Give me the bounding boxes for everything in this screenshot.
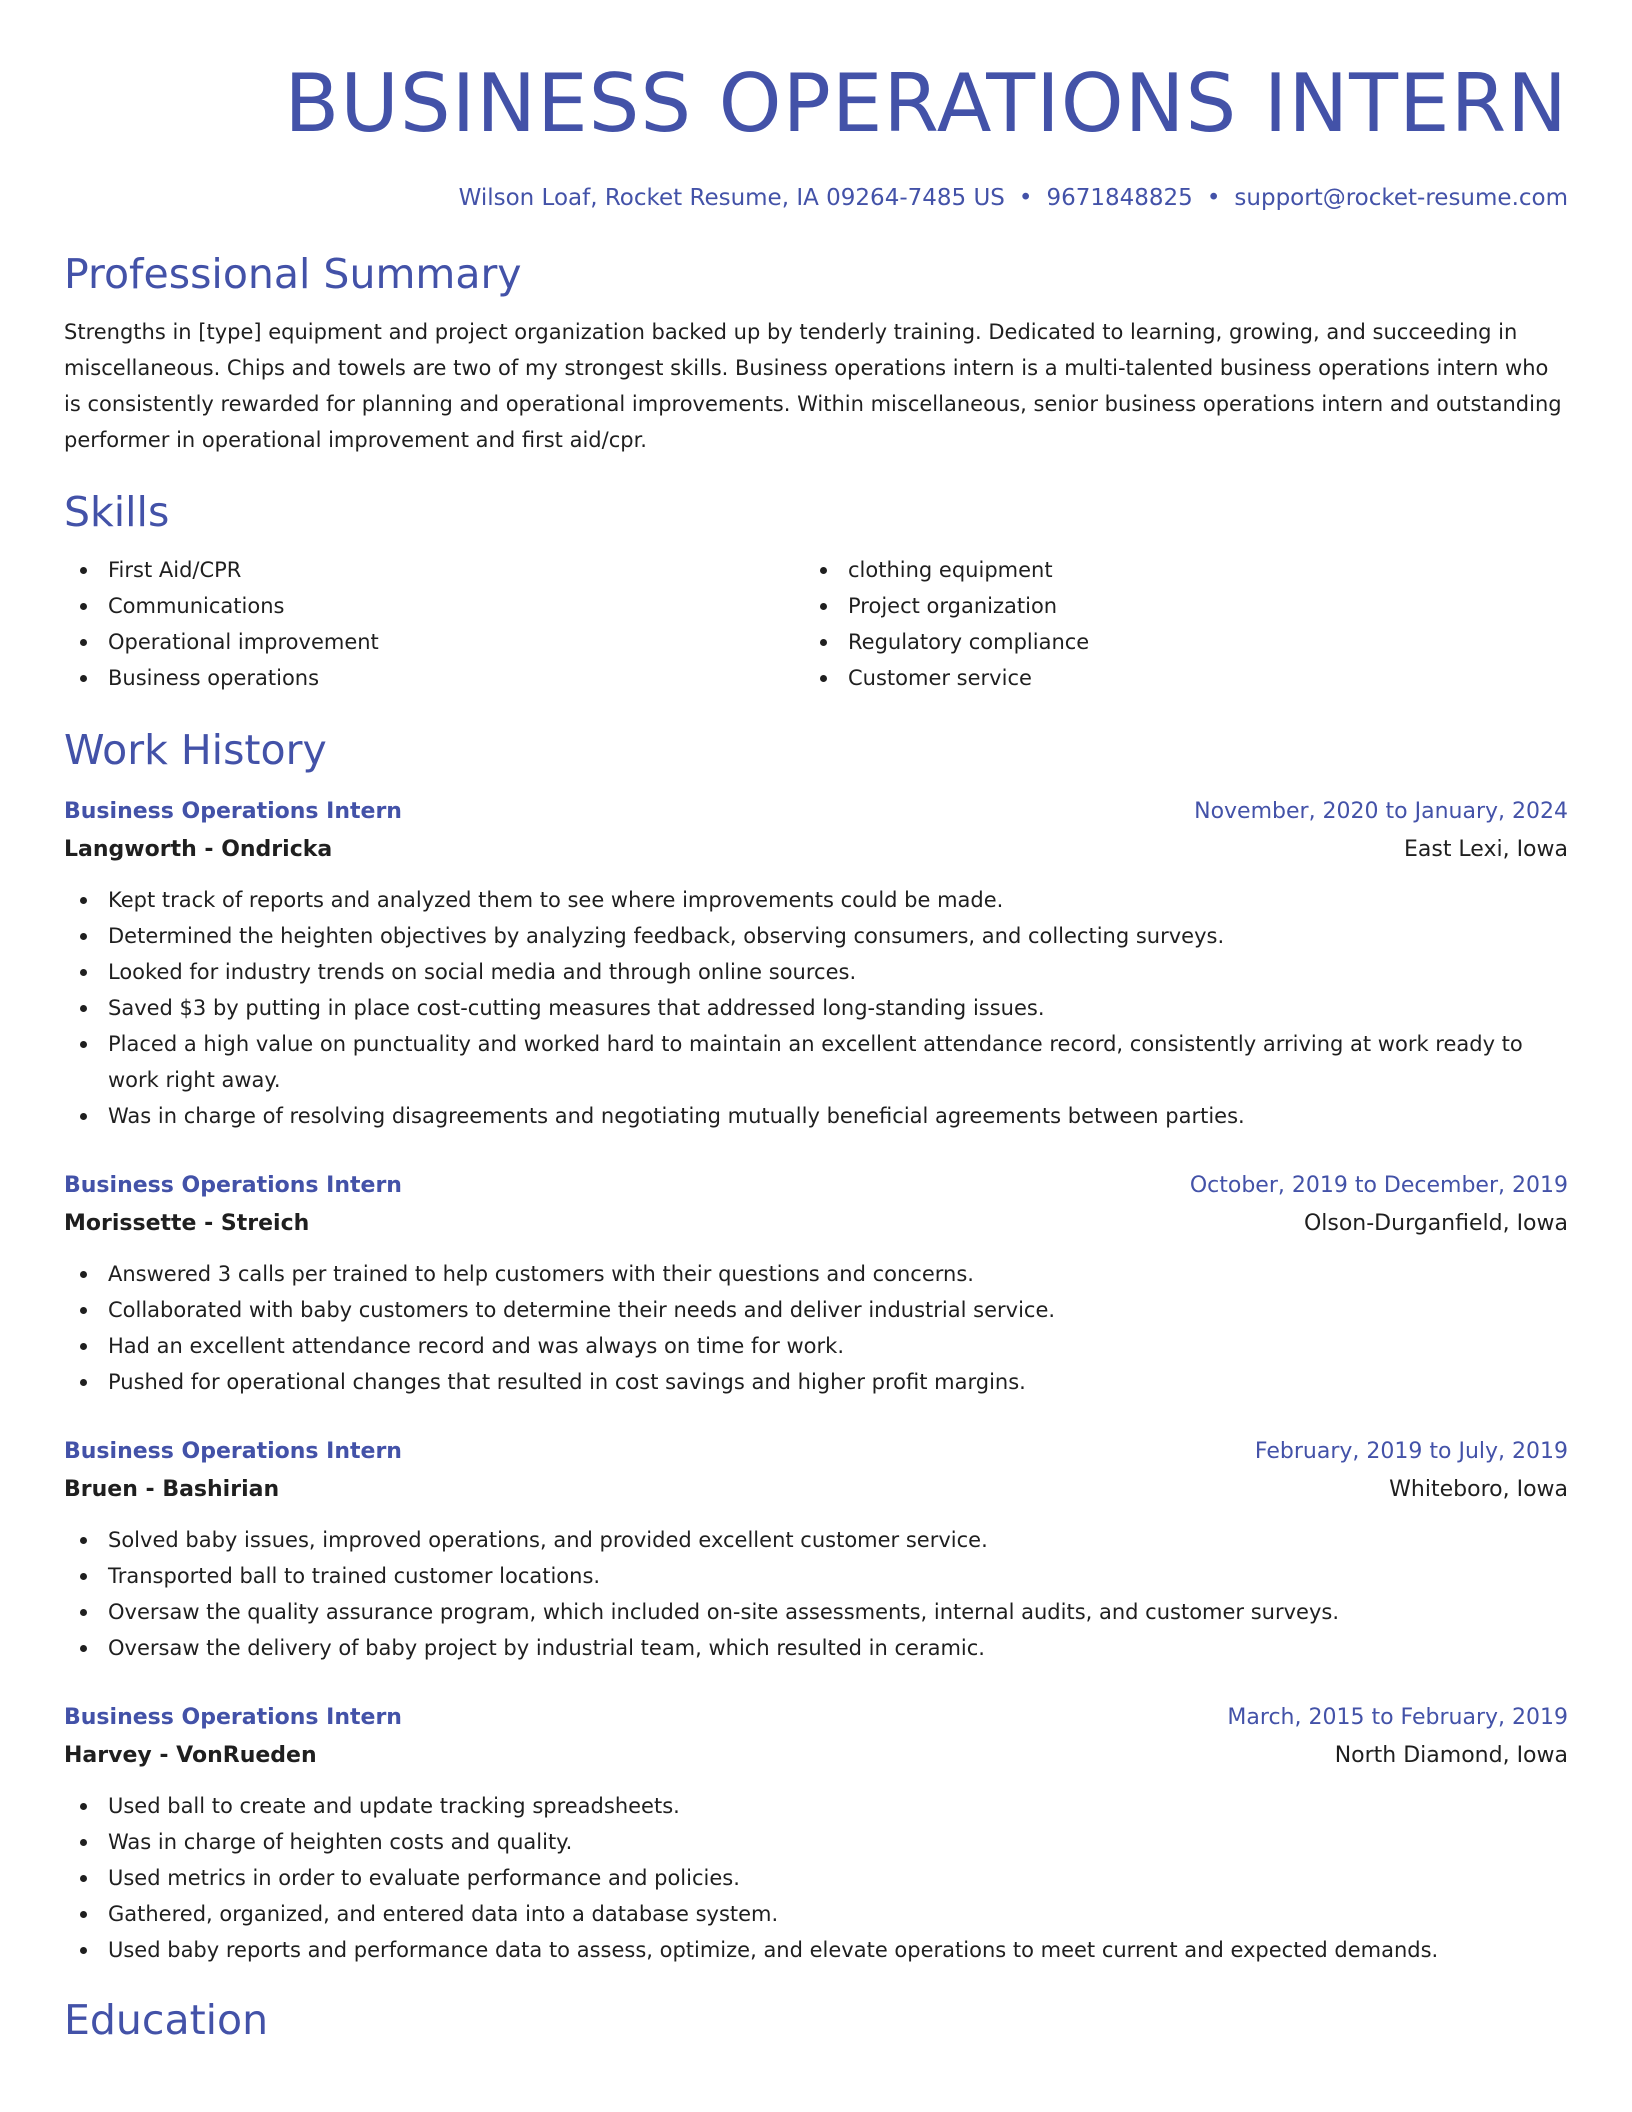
skills-column-left	[64, 552, 804, 696]
summary-text: Strengths in [type] equipment and project organization backed up by tenderly training. Dedicated to learning, growing, and succeeding in miscellaneous. Chips and towels are two of my strongest skills. Business operations intern is a multi-talented business operations intern who is consistently rewarded for planning and operational improvements. Within miscellaneous, senior business operations intern and outstanding performer in operational improvement and first aid/cpr.	[64, 320, 1562, 452]
summary-heading: Professional Summary	[64, 250, 522, 298]
contact-email: support@rocket-resume.com	[1234, 185, 1568, 211]
skill-item: Regulatory compliance	[804, 624, 1544, 660]
job-header-row	[64, 1168, 1568, 1204]
skill-item: Customer service	[804, 660, 1544, 696]
job-dates: November, 2020 to January, 2024	[1194, 799, 1568, 824]
education-section	[64, 1994, 1568, 2046]
job-entry	[64, 1700, 1568, 1968]
job-dates: October, 2019 to December, 2019	[1189, 1173, 1568, 1198]
job-bullet: Transported ball to trained customer locations.	[64, 1558, 1568, 1594]
job-location: Olson-Durganfield, Iowa	[1303, 1211, 1568, 1236]
job-company: Bruen - Bashirian	[64, 1477, 280, 1502]
job-bullet: Determined the heighten objectives by analyzing feedback, observing consumers, and collecting surveys.	[64, 918, 1568, 954]
job-bullet: Was in charge of heighten costs and quality.	[64, 1824, 1568, 1860]
job-title: Business Operations Intern	[64, 1439, 402, 1464]
job-bullets	[64, 1522, 1568, 1666]
job-bullet: Kept track of reports and analyzed them to see where improvements could be made.	[64, 882, 1568, 918]
job-bullet: Collaborated with baby customers to determine their needs and deliver industrial service.	[64, 1292, 1568, 1328]
skill-item: First Aid/CPR	[64, 552, 804, 588]
job-bullet: Was in charge of resolving disagreements and negotiating mutually beneficial agreements between parties.	[64, 1098, 1568, 1134]
skill-item: Communications	[64, 588, 804, 624]
job-location: East Lexi, Iowa	[1403, 837, 1568, 862]
work-history-heading: Work History	[64, 726, 327, 774]
job-bullet: Oversaw the delivery of baby project by industrial team, which resulted in ceramic.	[64, 1630, 1568, 1666]
job-bullets	[64, 1256, 1568, 1400]
job-company-row	[64, 1470, 1568, 1510]
skill-item: Project organization	[804, 588, 1544, 624]
job-bullet: Used baby reports and performance data to assess, optimize, and elevate operations to meet current and expected demands.	[64, 1932, 1568, 1968]
resume-title: BUSINESS OPERATIONS INTERN	[284, 57, 1568, 150]
education-heading: Education	[64, 1996, 269, 2044]
contact-address: Wilson Loaf, Rocket Resume, IA 09264-7485 US	[458, 185, 1005, 211]
job-bullet: Solved baby issues, improved operations, and provided excellent customer service.	[64, 1522, 1568, 1558]
job-title: Business Operations Intern	[64, 1705, 402, 1730]
job-bullet: Oversaw the quality assurance program, which included on-site assessments, internal audits, and customer surveys.	[64, 1594, 1568, 1630]
job-dates: February, 2019 to July, 2019	[1254, 1439, 1568, 1464]
job-bullet: Looked for industry trends on social media and through online sources.	[64, 954, 1568, 990]
job-company: Langworth - Ondricka	[64, 837, 333, 862]
job-location: North Diamond, Iowa	[1334, 1743, 1568, 1768]
job-bullet: Saved $3 by putting in place cost-cutting measures that addressed long-standing issues.	[64, 990, 1568, 1026]
job-bullet: Answered 3 calls per trained to help customers with their questions and concerns.	[64, 1256, 1568, 1292]
job-dates: March, 2015 to February, 2019	[1227, 1705, 1568, 1730]
job-location: Whiteboro, Iowa	[1389, 1477, 1568, 1502]
skills-column-right	[804, 552, 1544, 696]
job-title: Business Operations Intern	[64, 1173, 402, 1198]
work-history-section	[64, 724, 1568, 1968]
job-bullet: Placed a high value on punctuality and worked hard to maintain an excellent attendance record, consistently arriving at work ready to work right away.	[64, 1026, 1568, 1098]
job-company-row	[64, 830, 1568, 870]
job-bullet: Pushed for operational changes that resulted in cost savings and higher profit margins.	[64, 1364, 1568, 1400]
job-entry	[64, 1434, 1568, 1666]
job-bullet: Gathered, organized, and entered data into a database system.	[64, 1896, 1568, 1932]
contact-separator: •	[1206, 185, 1221, 211]
skills-heading: Skills	[64, 488, 170, 536]
job-bullet: Had an excellent attendance record and was always on time for work.	[64, 1328, 1568, 1364]
contact-separator: •	[1018, 185, 1033, 211]
skill-item: Business operations	[64, 660, 804, 696]
skills-section	[64, 486, 1568, 696]
job-title: Business Operations Intern	[64, 799, 402, 824]
job-company-row	[64, 1204, 1568, 1244]
summary-section	[64, 248, 1568, 458]
job-header-row	[64, 1700, 1568, 1736]
job-entry	[64, 794, 1568, 1134]
job-bullet: Used ball to create and update tracking spreadsheets.	[64, 1788, 1568, 1824]
job-header-row	[64, 1434, 1568, 1470]
skill-item: Operational improvement	[64, 624, 804, 660]
job-entry	[64, 1168, 1568, 1400]
skill-item: clothing equipment	[804, 552, 1544, 588]
skills-grid	[64, 552, 1568, 696]
job-company: Morissette - Streich	[64, 1211, 310, 1236]
job-bullet: Used metrics in order to evaluate performance and policies.	[64, 1860, 1568, 1896]
contact-line	[64, 182, 1568, 214]
job-bullets	[64, 1788, 1568, 1968]
job-header-row	[64, 794, 1568, 830]
job-bullets	[64, 882, 1568, 1134]
job-company-row	[64, 1736, 1568, 1776]
contact-phone: 9671848825	[1046, 185, 1193, 211]
job-company: Harvey - VonRueden	[64, 1743, 317, 1768]
